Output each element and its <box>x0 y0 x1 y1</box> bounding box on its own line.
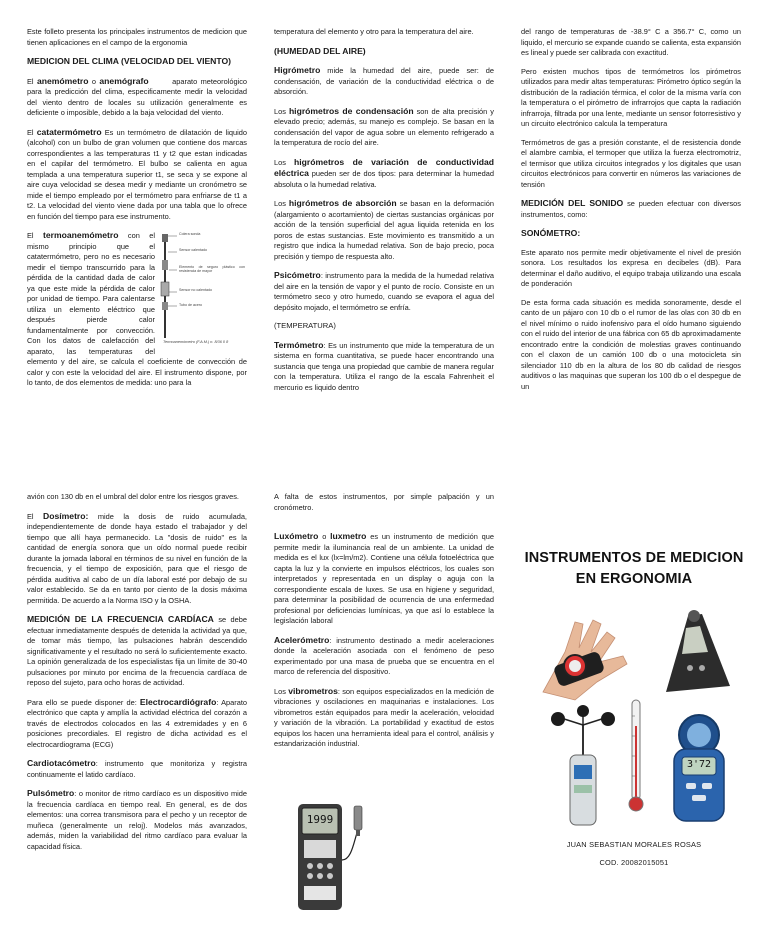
termoanemometro-figure <box>159 230 247 348</box>
psicometro-paragraph: Psicómetro: instrumento para la medida de la humedad relativa del aire en la tensión de vapor y el punto de rocío. Consiste en un termómetro seco y otro humedo, cuando se evapora el agua del depósito mojado, el termómetro se enfría. <box>274 270 494 312</box>
cup-anemometer-image <box>548 705 618 830</box>
cover-title: INSTRUMENTOS DE MEDICION EN ERGONOMIA <box>524 550 744 587</box>
column-4 <box>27 492 247 907</box>
higro-absorcion-paragraph: Los higrómetros de absorción se basan en la deformación (alargamiento o acortamiento) de ciertas sustancias orgánicas por acción de la tensión superficial del agua liquida retenida en los poros de estas sustancias. Este movimiento es transmitido a un registro que indica la humedad relativa. Son de bajo precio, poca precisión y tiempo de respuesta alto. <box>274 198 494 261</box>
figure-label-5: Tubo de acero <box>179 303 203 307</box>
acelerometro-paragraph: Acelerómetro: instrumento destinado a medir aceleraciones donde la aceleración asociada con el fenómeno de peso experimentado por una masa de prueba que se encuentra en el marco de referencia del dispositivo. <box>274 634 494 676</box>
dosimetro-paragraph: El Dosímetro: mide la dosis de ruido acumulada, independientemente de donde haya estado el trabajador y del tiempo que allí haya permanecido. La "dosis de ruido" es la cantidad de energía sonora que un oído normal puede recibir durante la jornada laboral en términos de su nivel en función de la frecuencia, y el tiempo de exposición, para que el riesgo de pérdida auditiva al cabo de un día laboral esté por debajo de su valor establecido. Se da en tanto por ciento de la dosis máxima permitida. De acuerdo a la Norma ISO y la OSHA. <box>27 510 247 605</box>
luxometro-paragraph: Luxómetro o luxmetro es un instrumento de medición que permite medir la iluminancia real de un ambiente. La unidad de medida es el lux (lx=lm/m2). Contiene una célula fotoeléctrica que capta la luz y la convierte en impulsos eléctricos, los cuales son interpretados y representada en un display o aguja con la correspondiente escala de luxes. Se usa en higiene y seguridad, para determinar la posibilidad de ocurrencia de una enfermedad profesional por deficiencias lumínicas, ya que así lo establece la legislación laboral <box>274 531 494 625</box>
thermometer-image <box>625 696 647 816</box>
author-name: JUAN SEBASTIAN MORALES ROSAS <box>566 840 702 849</box>
figure-label-1: Colera sonda <box>179 232 201 236</box>
sonometro-paragraph: Este aparato nos permite medir objetivamente el nivel de presión sonora. Los resultados los expresa en decibeles (dB). Para determinar el daño auditivo, el equipo trabaja utilizando una escala de ponderación <box>521 247 741 288</box>
cardiotacometro-paragraph: Cardiotacómetro: instrumento que monitoriza y registra continuamente el latido cardíaco. <box>27 758 247 779</box>
termometro-paragraph: Termómetro: Es un instrumento que mide la temperatura de un sistema en forma cuantitativa, se puede hacer encontrando una sustancia que tenga una propiedad que cambie de manera regular con la temperatura. Utiliza el rango de la escala Fahrenheit el mercurio es liquido dentro <box>274 339 494 392</box>
higrometro-paragraph: Higrómetro mide la humedad del aire, puede ser: de condensación, de variación de la conductividad eléctrica o de absorción. <box>274 65 494 96</box>
column-5 <box>274 492 494 812</box>
vibrometros-paragraph: Los vibrometros: son equipos especializados en la medición de vibraciones y oscilaciones en maquinarias e instalaciones. Los vibrometros están equipados para medir la aceleración, velocidad y variación de la vibración. La portabilidad y exactitud de estos equipos los hacen una herramienta ideal para el control, análisis y estandarización industrial. <box>274 685 494 748</box>
anemometer-display: 3'72 <box>686 759 712 770</box>
anemometro-paragraph: El anemómetro o anemógrafo aparato meteorológico para la predicción del clima, especificamente medir la velocidad del viento dentro de locales su utilización generalmente es deficiente o imposible, debido a la baja velocidad del viento. <box>27 75 247 117</box>
termometros-gas-paragraph: Termómetros de gas a presión constante, el de resistencia donde el alambre cambia, el termoper que utiliza la fuerza electromotriz, el termisor que utiliza circuitos integrados y los digitales que usan circuitos electrónicos para convertir en números las variaciones de tensión <box>521 137 741 189</box>
col4-continuation: avión con 130 db en el umbral del dolor entre los riesgos graves. <box>27 492 239 501</box>
column-2 <box>274 27 494 437</box>
figure-label-2: Sensor calentado <box>179 248 207 252</box>
vibrometer-image <box>296 800 376 915</box>
intro-text: Este folleto presenta los principales instrumentos de medicion que tienen aplicaciones en el campo de la ergonomia <box>27 27 247 47</box>
column-1 <box>27 27 247 437</box>
digital-anemometer-image <box>668 713 730 825</box>
higro-variacion-paragraph: Los higrómetros de variación de conductividad eléctrica pueden ser de dos tipos: para determinar la humedad absoluta o la humedad relativa. <box>274 156 494 189</box>
heading-sonometro: SONÓMETRO: <box>521 228 581 238</box>
figure-label-3: Elemento de seguro plástico con resistencia de mayor <box>179 265 245 273</box>
col3-continuation: del rango de temperaturas de -38.9° C a 356.7° C, como un liquido, el mercurio se expande cuando se calienta, esta expansión es lineal y puede ser calibrada con exactitud. <box>521 27 741 57</box>
heading-temperatura: (TEMPERATURA) <box>274 321 336 330</box>
termoanemometro-block <box>27 230 247 389</box>
pulsometro-paragraph: Pulsómetro: o monitor de ritmo cardíaco es un dispositivo mide la frecuencia cardíaca en tiempo real. En general, es de dos elementos: una correa transmisora para el pecho y un receptor de muñeca (generalmente un reloj). Modelos más avanzados, además, miden la variabilidad del ritmo cardíaco para evaluar la capacidad física. <box>27 788 247 851</box>
pirometro-paragraph: Pero existen muchos tipos de termómetros los pirómetros utilizados para medir altas temperaturas: Pirómetro óptico según la distribución de la radiación térmica, el color de la misma varía con la temperatura o el pirómetro de infrarrojos que capta la radiación infrarroja, filtrada por una lente, mediante un sensor fotorresistivo y un circuito electrónico calcula la temperatura <box>521 66 741 128</box>
catatermometro-paragraph: El catatermómetro Es un termómetro de dilatación de liquido (alcohol) con un bulbo de gran volumen que contiene dos marcas correspondientes a las temperaturas t1 y t2 que estan indicadas en el capilar del termómetro. El bulbo se calienta en agua templada a una temperatura superior t1, se seca y se expone al aire cuya velocidad se desea medir y mediante un cronómetro se mide el tiempo empleado por el termómetro para enfriarse de t1 a t2. La velocidad del viento viene dada por una tabla que lo ofrece en función del tiempo para ese instrumento. <box>27 126 247 221</box>
heading-clima: MEDICION DEL CLIMA (VELOCIDAD DEL VIENTO) <box>27 56 232 66</box>
pulsometro-wrist-image <box>535 612 645 704</box>
frecuencia-cardiaca-paragraph: MEDICIÓN DE LA FRECUENCIA CARDÍACA se debe efectuar inmediatamente después de detenida la actividad ya que, de tomar más tiempo, las pulsaciones habrán descendido significativamente y el resultado no será lo suficientemente exacto. La opinión generalizada de los especialistas fija un límite de 30-40 pulsaciones por minuto por encima de la frecuencia cardíaca de reposo del sujeto, para ocho horas de actividad. <box>27 614 247 687</box>
sonometer-image <box>658 608 738 698</box>
figure-label-4: Sensor no calentado <box>179 288 212 292</box>
column-3 <box>521 27 741 437</box>
electrocardiografo-paragraph: Para ello se puede disponer de: Electrocardiógrafo: Aparato electrónico que capta y amplía la actividad eléctrica del corazón a través de electrodos colocados en las 4 extremidades y en 6 posiciones precordiales. El registro de dicha actividad es el electrocardiograma (ECG) <box>27 696 247 749</box>
termoanemometro-paragraph: El termoanemómetro con el mismo principio que el catatermómetro, pero no es necesario medir el tiempo transcurrido para la pérdida de la cantidad dada de calor ya que este mide la pérdida de calor por unidad de tiempo. Para calentarse utiliza un elemento eléctrico que después pierde calor fundamentalmente por convección. Con los datos de calefacción del aparato, las temperaturas del elemento y del aire, se calcula el coeficiente de convección de calor y con este la velocidad del aire. El instrumento dispone, por lo tanto, de dos elementos de medida: uno para la <box>27 230 247 387</box>
heading-humedad: (HUMEDAD DEL AIRE) <box>274 45 366 56</box>
figure-caption: Termoanemómetro (F.A.M.) n. 8/36 0 8 <box>163 340 229 344</box>
student-code: COD. 20082015051 <box>599 858 669 867</box>
vibrometer-display: 1999 <box>306 813 334 826</box>
col5-continuation: A falta de estos instrumentos, por simple palpación y un cronómetro. <box>274 492 494 512</box>
escala-sonido-paragraph: De esta forma cada situación es medida sonoramente, desde el canto de un pájaro con 10 db o el rumor de las olas con 30 db en el nivel mínimo o ruido inofensivo para el oído humano siguiendo con el ruido del interior de una fábrica con 65 db aproximadamente encontrado entre la condición de molestias graves continuando con el claxon de un camión 100 db o una motocicleta sin silenciador 110 db en la altura de los 80 db calidad de riesgos auditivos o las maquinas que superan los 100 db o el despegue de un <box>521 297 741 391</box>
higro-condensacion-paragraph: Los higrómetros de condensación son de alta precisión y elevado precio; además, su manejo es complejo. Se basan en la condensación del vapor de agua sobre un elemento refrigerado a la temperatura de rocío del aire. <box>274 105 494 147</box>
col2-continuation: temperatura del elemento y otro para la temperatura del aire. <box>274 27 474 36</box>
sonido-paragraph: MEDICIÓN DEL SONIDO se pueden efectuar con diversos instrumentos, como: <box>521 198 741 219</box>
